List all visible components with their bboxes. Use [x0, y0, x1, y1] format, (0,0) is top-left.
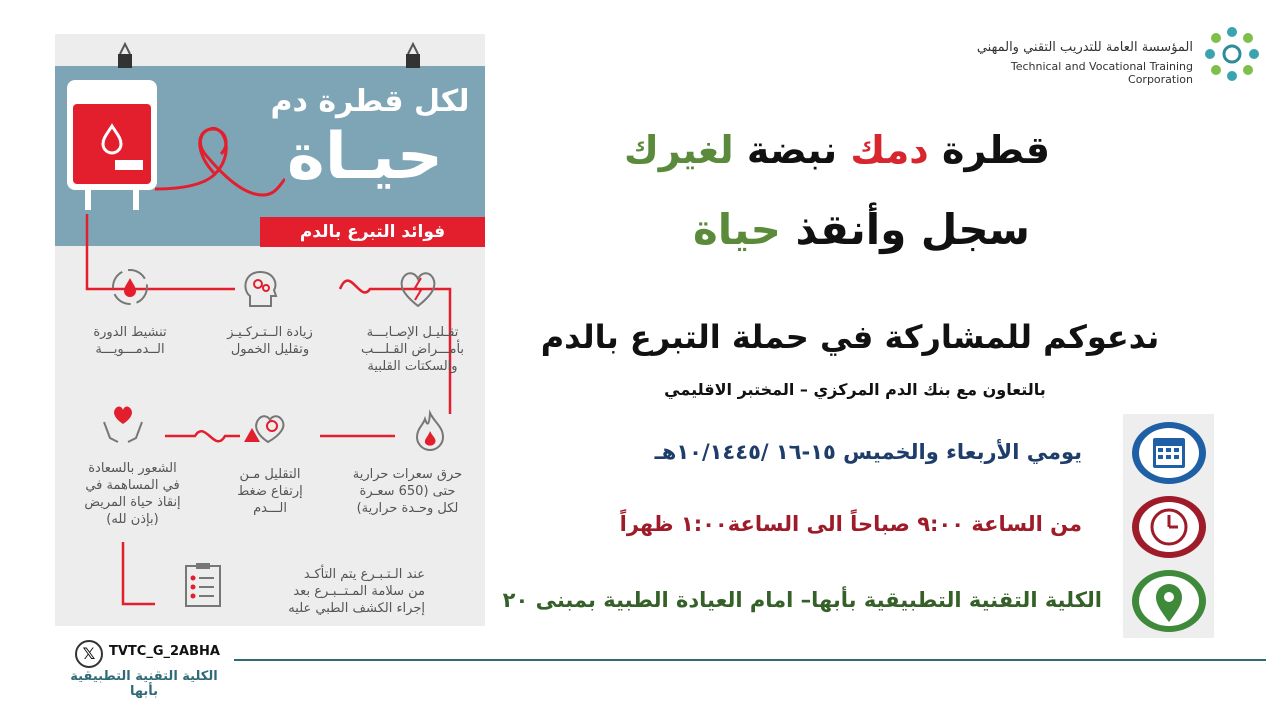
benefit-heart: تقـليـل الإصـابـــة بأمـــراض القـلـــب والسكتات القلبية: [360, 325, 465, 374]
x-logo-icon: 𝕏: [82, 644, 96, 663]
headline-part: قطرة: [928, 128, 1050, 172]
binder-clip-icon: [117, 42, 133, 70]
poster-title: لكل قطرة دم: [270, 84, 470, 119]
social-handle[interactable]: TVTC_G_2ABHA: [109, 644, 220, 659]
poster-benefits-label: فوائد التبرع بالدم: [260, 217, 485, 247]
org-name-arabic: المؤسسة العامة للتدريب التقني والمهني: [976, 40, 1193, 55]
blood-pressure-icon: [240, 402, 286, 448]
location-pin-icon: [1130, 568, 1208, 634]
calendar-icon: [1130, 420, 1208, 486]
binder-clip-icon: [405, 42, 421, 70]
event-date: يومي الأربعاء والخميس ١٥-١٦ /١٠/١٤٤٥هـ: [654, 440, 1082, 464]
checklist-icon: [180, 562, 226, 608]
headline-part-life: حياة: [692, 205, 781, 254]
fire-icon: [407, 409, 453, 455]
broken-heart-icon: [395, 266, 441, 312]
footer-divider: [234, 659, 1266, 661]
event-time: من الساعة ٩:٠٠ صباحاً الى الساعة١:٠٠ ظهراً: [619, 512, 1082, 536]
headline-line1: [600, 128, 1050, 172]
cooperation-text: بالتعاون مع بنك الدم المركزي – المختبر الاقليمي: [664, 380, 1046, 399]
recycle-drop-icon: [107, 264, 153, 310]
event-location: الكلية التقنية التطبيقية بأبها– امام العيادة الطبية بمبنى ٢٠: [502, 588, 1102, 612]
tvtc-logo-icon: [1200, 20, 1264, 92]
poster-title-life: حيـاة: [287, 120, 443, 194]
details-icon-panel: [1123, 414, 1214, 638]
hands-heart-icon: [100, 402, 146, 448]
headline-line2: [640, 205, 1030, 254]
headline-part-blood: دمك: [850, 128, 929, 172]
blood-donation-poster: [55, 34, 485, 626]
benefit-blood-pressure: التقليل مـن إرتفاع ضغط الـــدم: [237, 467, 303, 516]
brain-gears-icon: [238, 266, 284, 312]
benefit-calories: حرق سعرات حرارية حتى (650 سعـرة لكل وحـدة حرارية): [352, 467, 463, 516]
benefit-circulation: تنشيط الدورة الــدمـــويـــة: [93, 325, 167, 357]
benefit-checkup: عند الـتـبـرع يتم التأكـد من سلامة المـتــبـرع بعد إجراء الكشف الطبي عليه: [288, 567, 425, 616]
benefit-focus: زيادة الــتـركـيـز وتقليل الخمول: [227, 325, 313, 357]
headline-part: سجل وأنقذ: [780, 205, 1030, 254]
headline-part: نبضة: [733, 128, 851, 172]
org-name-english: Technical and Vocational Training Corporation: [1010, 60, 1193, 86]
clock-icon: [1130, 494, 1208, 560]
benefit-happiness: الشعور بالسعادة في المساهمة في إنقاذ حياة المريض (بإذن لله): [84, 461, 181, 527]
college-name-footer: الكلية التقنية التطبيقية بأبها: [70, 669, 218, 699]
invitation-text: ندعوكم للمشاركة في حملة التبرع بالدم: [540, 318, 1160, 356]
headline-part-others: لغيرك: [623, 128, 734, 172]
